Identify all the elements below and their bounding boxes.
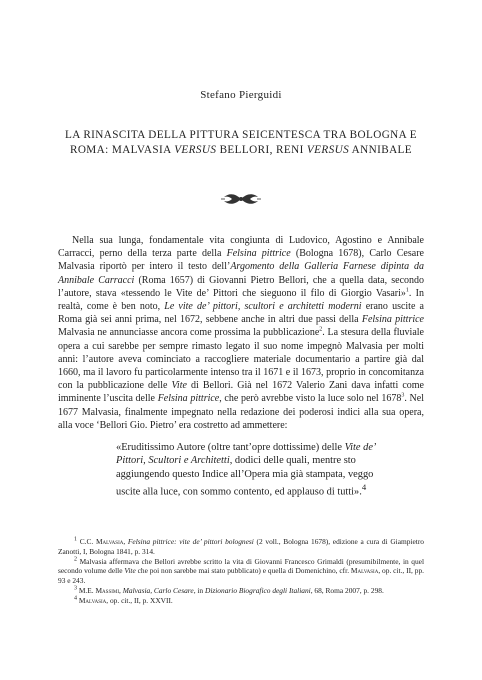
footnote-text: , op. cit., II, pp. 93 e 243.	[58, 566, 425, 585]
footnote-text: ,	[123, 537, 128, 546]
title-versus-2: VERSUS	[306, 144, 350, 156]
footnote-2	[58, 557, 424, 586]
footnote-number: 3	[74, 585, 77, 592]
footnote-1	[58, 537, 424, 556]
footnotes	[58, 537, 424, 606]
footnote-ref[interactable]: 4	[361, 482, 367, 493]
footnote-ref[interactable]: 3	[401, 393, 405, 400]
body-italic-run: Felsina pittrice	[157, 393, 220, 405]
footnote-4	[58, 596, 424, 606]
footnote-text: che poi non sarebbe mai stato pubblicato) e quella di Domenichino, cfr.	[135, 566, 351, 576]
body-text-run: . Nel 1677 Malvasia, finalmente impegnato nella redazione dei poderosi indici alla sua opera, alla voce ‘Bellori Gio. Pietro’ era costretto ad ammettere:	[58, 393, 424, 431]
footnote-text: ,	[119, 585, 123, 595]
footnote-author: Malvasia	[95, 537, 124, 546]
body-text-run: . In realtà, come è ben noto,	[58, 287, 424, 313]
footnote-text: , in	[193, 585, 205, 595]
body-text-run: Malvasia ne annunciasse ancora come prossima la pubblicazione	[58, 327, 320, 339]
footnote-ref[interactable]: 2	[319, 327, 323, 334]
body-italic-run: Le vite de’ pittori, scultori e architetti moderni	[164, 301, 362, 313]
footnote-ref[interactable]: 1	[405, 287, 409, 294]
footnote-author: Massimi	[95, 585, 120, 595]
title-part-3: ANNIBALE	[349, 144, 413, 156]
footnote-number: 2	[74, 556, 77, 563]
footnote-author: Malvasia	[78, 596, 107, 606]
author-name: Stefano Pierguidi	[200, 89, 282, 101]
footnote-text: , 68, Roma 2007, p. 298.	[310, 585, 384, 595]
footnote-work-title: Malvasia, Carlo Cesare	[122, 585, 194, 595]
body-text-run: erano uscite a Roma già sei anni prima, nel 1672, sebbene anche in altri due passi della	[58, 301, 424, 326]
footnote-text: C.C.	[77, 537, 96, 546]
footnote-text: (2 voll., Bologna 1678), edizione a cura di Giampietro Zanotti, I, Bologna 1841, p. 314.	[58, 537, 424, 556]
footnote-text: Malvasia affermava che Bellori avrebbe scritto la vita di Giovanni Francesco Grimaldi (presumibilmente, in quel secondo volume delle	[58, 556, 424, 576]
body-text-run: di Bellori. Già nel 1672 Valerio Zani dava infatti come imminente l’uscita delle	[58, 380, 424, 405]
quote-text-run: «Eruditissimo Autore (oltre tant’opre dottissime) delle	[116, 442, 345, 453]
body-italic-run: Vite	[171, 380, 187, 392]
body-paragraph	[58, 234, 424, 432]
article-title	[60, 128, 422, 158]
body-text-run: . La stesura della fluviale opera a cui sarebbe per sempre rimasto legato il suo nome impegnò Malvasia per molti anni: l’autore aveva cominciato a raccogliere materiale documentario a partire già dal 1660, ma il lavoro fu particolarmente intenso tra il 1671 e il 1673, proprio in concomitanza con la pubblicazione delle	[58, 327, 424, 392]
footnote-author: Malvasia	[350, 566, 379, 576]
body-italic-run: Felsina pittrice	[226, 248, 291, 260]
body-italic-run: Felsina pittrice	[361, 314, 424, 326]
body-text-run: , che però avrebbe visto la luce solo nel 1678	[219, 393, 402, 405]
footnote-work-title: Felsina pittrice: vite de’ pittori bolognesi	[127, 537, 254, 546]
body-text-run: Nella sua lunga, fondamentale vita congiunta di Ludovico, Agostino e Annibale Carracci, perno della terza parte della	[58, 235, 424, 260]
title-part-1: LA RINASCITA DELLA PITTURA SEICENTESCA TRA BOLOGNA E ROMA: MALVASIA	[65, 129, 417, 156]
footnote-number: 4	[74, 595, 77, 602]
body-italic-run: Argomento della Galleria Farnese dipinta da Annibale Carracci	[58, 261, 425, 286]
footnote-3	[58, 586, 424, 596]
footnote-work-title: Vite	[124, 566, 136, 576]
title-versus-1: VERSUS	[174, 144, 217, 156]
body-text-run: (Bologna 1678), Carlo Cesare Malvasia riportò per intero il testo dell’	[58, 248, 424, 273]
body-text	[58, 234, 424, 432]
footnote-text: M.E.	[77, 585, 96, 595]
quote-italic-run: Vite de’ Pittori, Scultori e Architetti	[116, 442, 376, 467]
body-text-run: (Roma 1657) di Giovanni Pietro Bellori, che a quella data, secondo l’autore, stava «tessendo le Vite de’ Pittori che sieguono il filo di Giorgio Vasari»	[58, 274, 425, 299]
footnote-text: , op. cit., II, p. XXVII.	[106, 596, 173, 606]
footnote-work-title: Dizionario Biografico degli Italiani	[204, 585, 311, 595]
quote-text-run: , dodici delle quali, mentre sto aggiungendo questo Indice all’Opera mia già stampata, veggo uscite alla luce, con sommo contento, ed applauso di tutti».	[116, 455, 374, 498]
block-quote	[116, 441, 378, 499]
footnote-number: 1	[74, 536, 77, 543]
title-part-2: BELLORI, RENI	[216, 144, 307, 156]
fleuron-ornament-icon	[221, 192, 261, 206]
